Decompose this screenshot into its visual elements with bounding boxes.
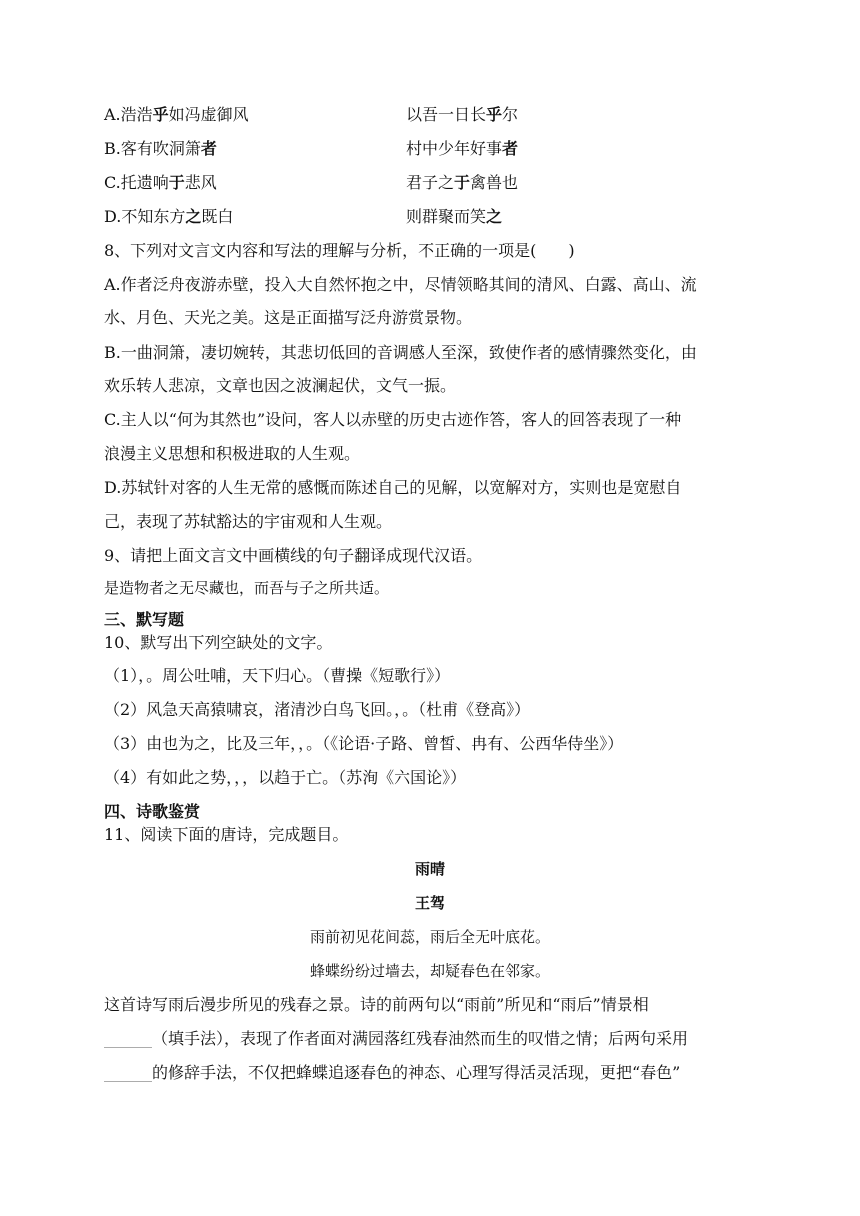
section-heading: 四、诗歌鉴赏 bbox=[104, 802, 201, 821]
q8-line: C.主人以“何为其然也”设问，客人以赤壁的历史古迹作答，客人的回答表现了一种 bbox=[104, 410, 682, 429]
q11-paragraph-line: ______的修辞手法，不仅把蜂蝶追逐春色的神态、心理写得活灵活现，更把“春色” bbox=[104, 1063, 681, 1082]
q10-stem: 10、默写出下列空缺处的文字。 bbox=[104, 633, 333, 652]
q8-line: 己，表现了苏轼豁达的宇宙观和人生观。 bbox=[104, 512, 393, 531]
poem-line: 蜂蝶纷纷过墙去，却疑春色在邻家。 bbox=[309, 962, 550, 980]
q7-option-d-left: D.不知东方之既白 bbox=[104, 207, 234, 226]
q11-paragraph-line: 这首诗写雨后漫步所见的残春之景。诗的前两句以“雨前”所见和“雨后”情景相 bbox=[104, 995, 649, 1014]
q10-item: （2）风急天高猿啸哀，渚清沙白鸟飞回。，。（杜甫《登高》） bbox=[104, 700, 531, 719]
q8-line: B.一曲洞箫，凄切婉转，其悲切低回的音调感人至深，致使作者的感情骤然变化，由 bbox=[104, 343, 697, 362]
q10-item: （1），。周公吐哺，天下归心。（曹操《短歌行》） bbox=[104, 666, 451, 685]
answer-blank[interactable]: ______ bbox=[104, 1063, 152, 1082]
q8-line: 欢乐转人悲凉，文章也因之波澜起伏，文气一振。 bbox=[104, 376, 457, 395]
q8-stem: 8、下列对文言文内容和写法的理解与分析，不正确的一项是( ) bbox=[104, 241, 575, 260]
poem-line: 雨前初见花间蕊，雨后全无叶底花。 bbox=[309, 928, 550, 946]
q8-line: 水、月色、天光之美。这是正面描写泛舟游赏景物。 bbox=[104, 308, 473, 327]
q8-line: A.作者泛舟夜游赤壁，投入大自然怀抱之中，尽情领略其间的清风、白露、高山、流 bbox=[104, 275, 697, 294]
q7-option-b-left: B.客有吹洞箫者 bbox=[104, 139, 217, 158]
section-heading: 三、默写题 bbox=[104, 610, 185, 629]
q7-option-c-left: C.托遗响于悲风 bbox=[104, 173, 217, 192]
q7-option-a-right: 以吾一日长乎尔 bbox=[406, 105, 519, 124]
q8-line: 浪漫主义思想和积极进取的人生观。 bbox=[104, 444, 361, 463]
q11-paragraph-line: ______（填手法），表现了作者面对满园落红残春油然而生的叹惜之情；后两句采用 bbox=[104, 1029, 689, 1048]
q10-item: （4）有如此之势，，，以趋于亡。（苏洵《六国论》） bbox=[104, 768, 467, 787]
poem-title: 雨晴 bbox=[414, 860, 445, 878]
q7-option-a-left: A.浩浩乎如冯虚御风 bbox=[104, 105, 249, 124]
q8-line: D.苏轼针对客的人生无常的感慨而陈述自己的见解，以宽解对方，实则也是宽慰自 bbox=[104, 478, 682, 497]
q9-stem: 9、请把上面文言文中画横线的句子翻译成现代汉语。 bbox=[104, 546, 483, 565]
q7-option-b-right: 村中少年好事者 bbox=[406, 139, 519, 158]
poem-author: 王驾 bbox=[414, 894, 445, 912]
q11-stem: 11、阅读下面的唐诗，完成题目。 bbox=[104, 825, 349, 844]
q7-option-d-right: 则群聚而笑之 bbox=[406, 207, 503, 226]
q10-item: （3）由也为之，比及三年，，。（《论语·子路、曾皙、冉有、公西华侍坐》） bbox=[104, 734, 624, 753]
q9-sentence: 是造物者之无尽藏也，而吾与子之所共适。 bbox=[104, 579, 390, 597]
answer-blank[interactable]: ______ bbox=[104, 1029, 152, 1048]
q7-option-c-right: 君子之于禽兽也 bbox=[406, 173, 519, 192]
